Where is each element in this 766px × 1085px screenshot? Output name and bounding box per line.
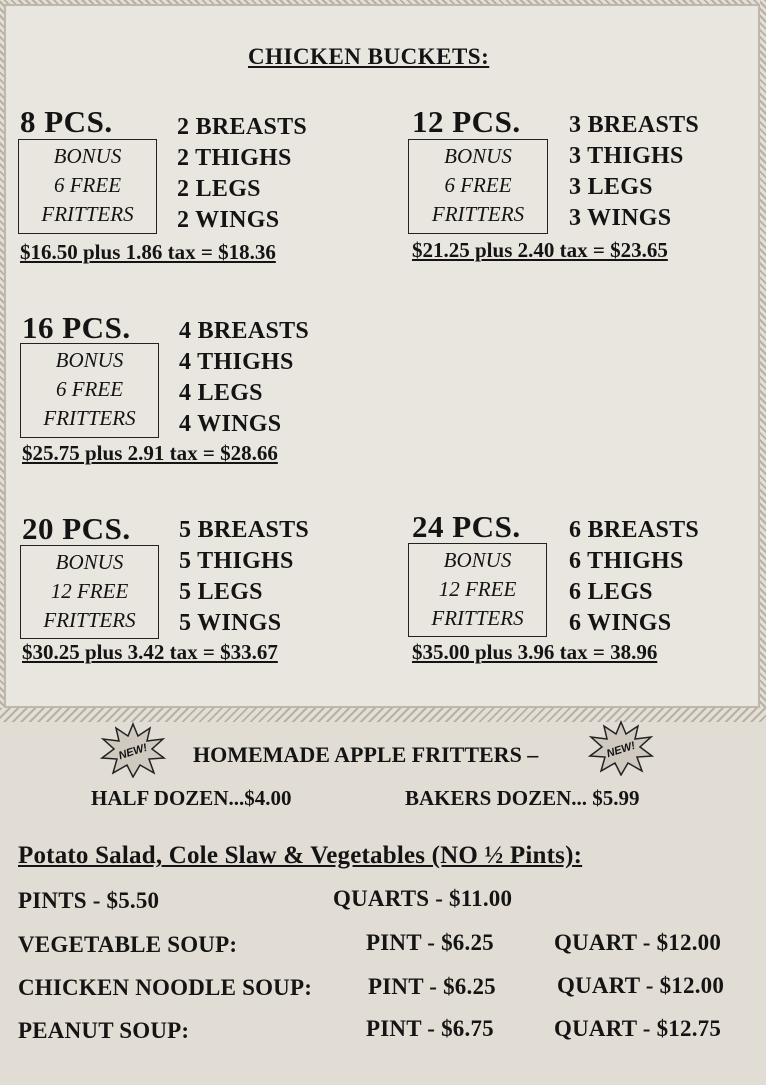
- page-title: CHICKEN BUCKETS:: [248, 44, 490, 69]
- piece-line: 6 LEGS: [569, 579, 653, 605]
- piece-line: 3 THIGHS: [569, 143, 684, 169]
- piece-line: 4 WINGS: [179, 411, 282, 437]
- bonus-label: BONUS: [55, 348, 124, 372]
- soup-name: CHICKEN NOODLE SOUP:: [18, 975, 313, 1000]
- bonus-item: FRITTERS: [43, 608, 136, 632]
- soup-quart-price: QUART - $12.00: [554, 930, 722, 955]
- piece-line: 5 WINGS: [179, 610, 282, 636]
- soup-quart-price: QUART - $12.00: [557, 973, 725, 998]
- bakers-dozen-price: BAKERS DOZEN... $5.99: [405, 786, 640, 810]
- piece-line: 6 WINGS: [569, 610, 672, 636]
- piece-line: 2 WINGS: [177, 207, 280, 233]
- soup-pint-price: PINT - $6.25: [366, 930, 494, 955]
- piece-line: 3 LEGS: [569, 174, 653, 200]
- piece-line: 3 WINGS: [569, 205, 672, 231]
- sides-heading: Potato Salad, Cole Slaw & Vegetables (NO ½ Pints):: [18, 842, 583, 869]
- new-badge-text: NEW!: [605, 739, 637, 761]
- soup-quart-price: QUART - $12.75: [554, 1016, 722, 1041]
- bonus-box: [18, 139, 157, 234]
- piece-line: 5 THIGHS: [179, 548, 294, 574]
- bonus-label: BONUS: [53, 144, 122, 168]
- bonus-item: FRITTERS: [431, 202, 525, 226]
- bucket-price: $16.50 plus 1.86 tax = $18.36: [20, 240, 276, 264]
- quarts-price: QUARTS - $11.00: [333, 886, 513, 911]
- bucket-size: 12 PCS.: [412, 104, 521, 139]
- bonus-count: 12 FREE: [438, 577, 517, 601]
- bucket-pieces: [177, 112, 307, 236]
- bucket-size: 24 PCS.: [412, 509, 521, 544]
- new-starburst-icon: [588, 720, 654, 776]
- soup-name: PEANUT SOUP:: [18, 1018, 190, 1043]
- soup-name: VEGETABLE SOUP:: [18, 932, 238, 957]
- piece-line: 4 LEGS: [179, 380, 263, 406]
- bonus-count: 12 FREE: [50, 579, 129, 603]
- piece-line: 2 BREASTS: [177, 114, 308, 140]
- bonus-item: FRITTERS: [431, 606, 524, 630]
- piece-line: 5 BREASTS: [179, 517, 310, 543]
- bonus-label: BONUS: [55, 550, 124, 574]
- new-badge-text: NEW!: [117, 741, 149, 763]
- pints-price: PINTS - $5.50: [18, 888, 160, 913]
- piece-line: 6 BREASTS: [569, 517, 700, 543]
- piece-line: 5 LEGS: [179, 579, 263, 605]
- bucket-price: $25.75 plus 2.91 tax = $28.66: [22, 441, 278, 465]
- bonus-label: BONUS: [444, 144, 512, 168]
- fritters-title: HOMEMADE APPLE FRITTERS –: [193, 742, 539, 767]
- bonus-box: [408, 543, 547, 637]
- piece-line: 6 THIGHS: [569, 548, 684, 574]
- soup-pint-price: PINT - $6.75: [366, 1016, 494, 1041]
- bonus-box: [408, 139, 548, 234]
- bucket-price: $21.25 plus 2.40 tax = $23.65: [412, 238, 668, 262]
- bucket-size: 16 PCS.: [22, 310, 131, 345]
- piece-line: 4 THIGHS: [179, 349, 294, 375]
- bucket-pieces: [569, 110, 699, 234]
- bonus-label: BONUS: [443, 548, 512, 572]
- bucket-size: 20 PCS.: [22, 511, 131, 546]
- bucket-pieces: [569, 515, 699, 639]
- bucket-pieces: [179, 316, 309, 440]
- piece-line: 2 LEGS: [177, 176, 261, 202]
- bonus-item: FRITTERS: [43, 406, 136, 430]
- bucket-pieces: [179, 515, 309, 639]
- bucket-size: 8 PCS.: [20, 104, 113, 139]
- half-dozen-price: HALF DOZEN...$4.00: [91, 786, 292, 810]
- piece-line: 2 THIGHS: [177, 145, 292, 171]
- bucket-price: $30.25 plus 3.42 tax = $33.67: [22, 640, 278, 664]
- new-starburst-icon: [100, 722, 166, 778]
- bonus-count: 6 FREE: [444, 173, 512, 197]
- bonus-box: [20, 343, 159, 438]
- bonus-count: 6 FREE: [55, 377, 124, 401]
- piece-line: 3 BREASTS: [569, 112, 700, 138]
- bonus-count: 6 FREE: [53, 173, 122, 197]
- bucket-price: $35.00 plus 3.96 tax = 38.96: [412, 640, 658, 664]
- bonus-box: [20, 545, 159, 639]
- bonus-item: FRITTERS: [41, 202, 134, 226]
- piece-line: 4 BREASTS: [179, 318, 310, 344]
- soup-pint-price: PINT - $6.25: [368, 974, 496, 999]
